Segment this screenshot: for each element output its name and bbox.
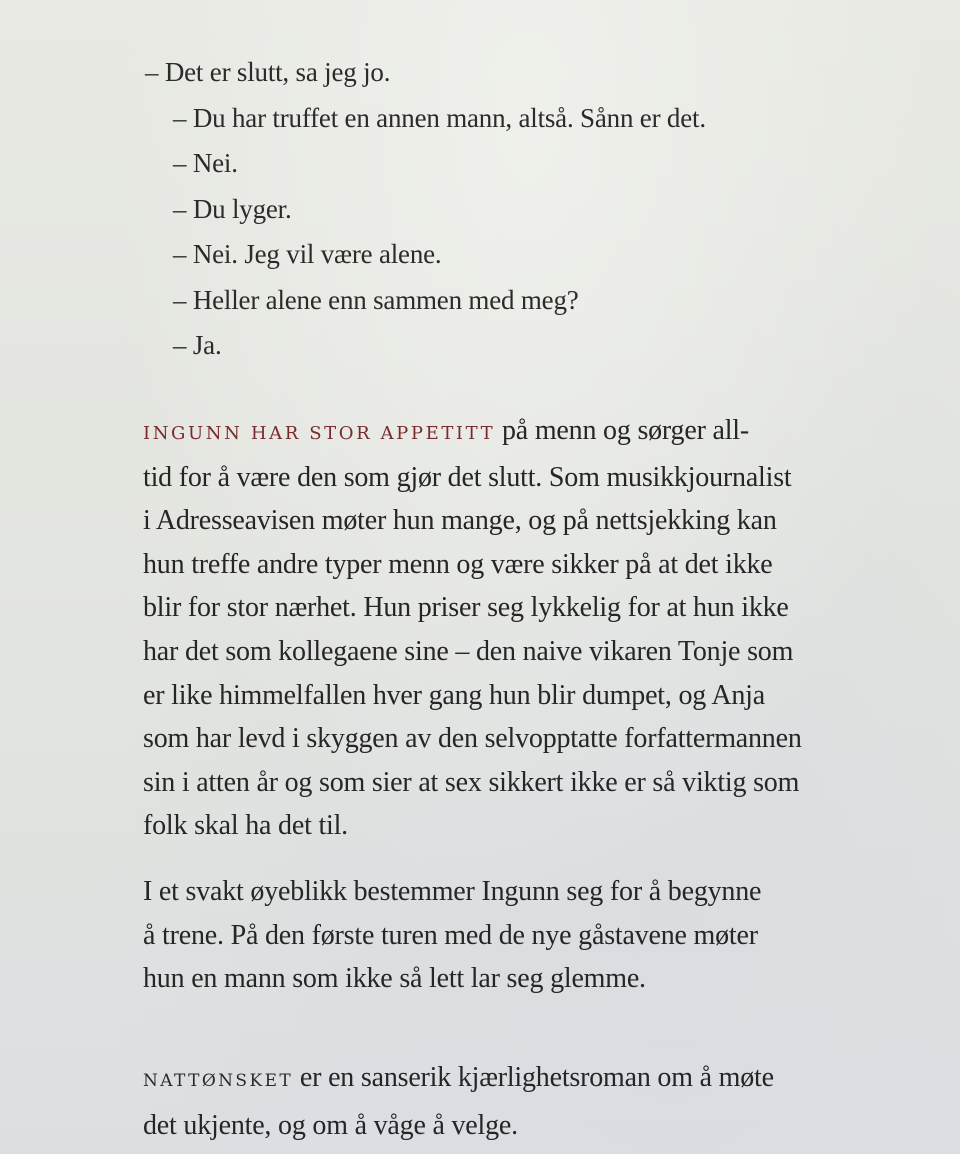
text-line: I et svakt øyeblikk bestemmer Ingunn seg for å begynne — [143, 876, 762, 907]
dialogue-line: – Nei. — [173, 148, 238, 178]
text-line: i Adresseavisen møter hun mange, og på nettsjekking kan — [143, 505, 777, 537]
text-line: har det som kollegaene sine – den naive vikaren Tonje som — [143, 635, 794, 667]
dialogue-line: – Heller alene enn sammen med meg? — [173, 284, 579, 315]
text-line: som har levd i skyggen av den selvopptatte forfattermannen — [143, 723, 802, 755]
text-line: sin i atten år og som sier at sex sikkert ikke er så viktig som — [143, 766, 800, 798]
dialogue-line: – Du lyger. — [173, 193, 292, 224]
text-line: folk skal ha det til. — [143, 810, 348, 842]
text-line: hun treffe andre typer menn og være sikker på at det ikke — [143, 548, 773, 580]
text-line: tid for å være den som gjør det slutt. Som musikkjournalist — [143, 461, 792, 493]
dialogue-line: – Nei. Jeg vil være alene. — [173, 239, 442, 269]
blurb-paragraph-1 — [143, 409, 913, 848]
dialogue-line: – Det er slutt, sa jeg jo. — [145, 57, 391, 87]
text-line: hun en mann som ikke så lett lar seg glemme. — [143, 963, 646, 995]
blurb-paragraph-3 — [143, 1056, 913, 1147]
lead-in-smallcaps: INGUNN HAR STOR APPETITT — [143, 423, 496, 444]
text-line: er like himmelfallen hver gang hun blir dumpet, og Anja — [143, 679, 765, 711]
text-fragment: på menn og sørger all- — [495, 415, 750, 446]
blurb-paragraph-2 — [143, 870, 913, 1001]
text-fragment: er en sanserik kjærlighetsroman om å møte — [293, 1062, 774, 1093]
dialogue-line: – Du har truffet en annen mann, altså. Sånn er det. — [173, 102, 706, 133]
text-line: det ukjente, og om å våge å velge. — [143, 1109, 518, 1141]
dialogue-line: – Ja. — [173, 330, 222, 360]
text-line — [143, 409, 913, 456]
text-line — [143, 1056, 913, 1104]
text-line: blir for stor nærhet. Hun priser seg lykkelig for at hun ikke — [143, 592, 789, 624]
book-title-smallcaps: NATTØNSKET — [143, 1071, 294, 1091]
dialogue-block — [145, 50, 925, 369]
text-line: å trene. På den første turen med de nye gåstavene møter — [143, 919, 758, 951]
